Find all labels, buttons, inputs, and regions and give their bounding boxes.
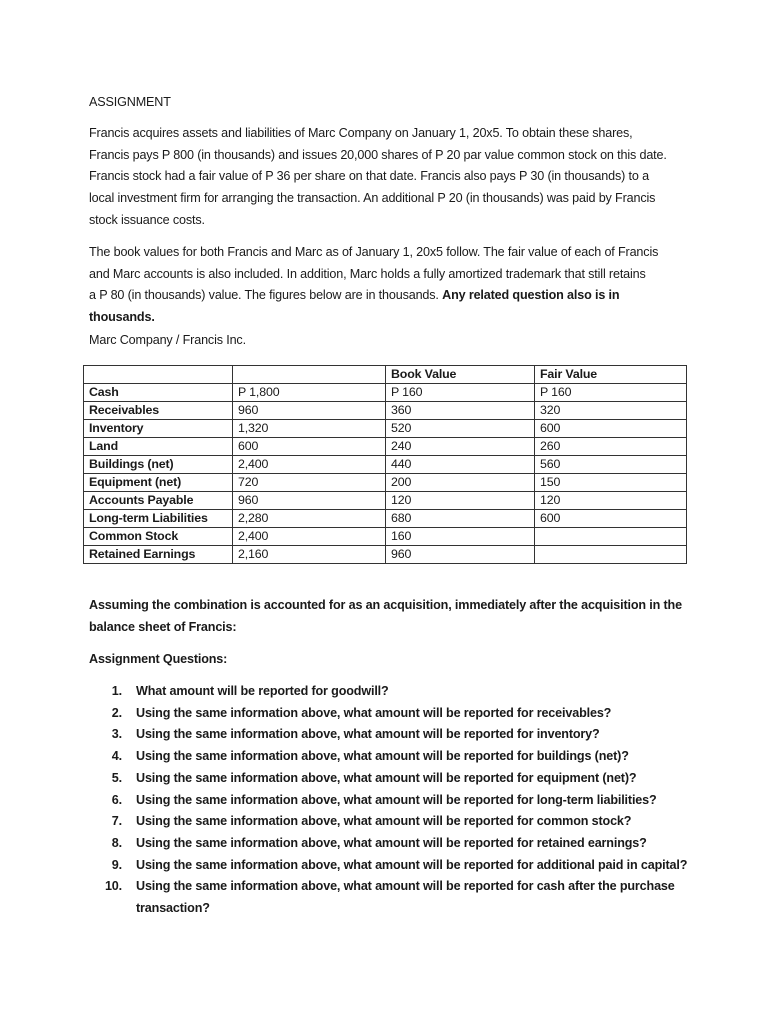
text-line xyxy=(89,285,658,307)
question-number: 5. xyxy=(111,770,122,785)
value-cell xyxy=(535,528,687,546)
table-row xyxy=(84,384,687,402)
value-cell: 720 xyxy=(233,474,386,492)
text-line: Francis pays P 800 (in thousands) and issues 20,000 shares of P 20 par value common stock on this date. xyxy=(89,147,667,162)
question-number: 9. xyxy=(111,857,122,872)
account-name-cell: Land xyxy=(84,438,233,456)
question-text: Using the same information above, what amount will be reported for retained earnings? xyxy=(136,835,647,850)
questions-list xyxy=(89,681,689,920)
question-item xyxy=(89,811,689,833)
value-cell: 960 xyxy=(233,402,386,420)
text-line: Francis stock had a fair value of P 36 per share on that date. Francis also pays P 30 (in thousands) to a xyxy=(89,169,649,184)
value-cell: 960 xyxy=(386,546,535,564)
account-name-cell: Cash xyxy=(84,384,233,402)
question-item xyxy=(89,833,689,855)
account-name-cell: Receivables xyxy=(84,402,233,420)
value-cell: 160 xyxy=(386,528,535,546)
text-line: Assuming the combination is accounted for as an acquisition, immediately after the acquisition in the xyxy=(89,598,682,612)
question-number: 1. xyxy=(111,684,122,698)
text-emphasis: Any related question also is in xyxy=(442,288,620,303)
question-text: Using the same information above, what amount will be reported for cash after the purchase transaction? xyxy=(136,879,675,916)
value-cell: 600 xyxy=(535,510,687,528)
value-cell: 200 xyxy=(386,474,535,492)
table-row xyxy=(84,546,687,564)
question-number: 4. xyxy=(111,749,122,764)
questions-heading: Assignment Questions: xyxy=(89,652,228,666)
value-cell: 2,280 xyxy=(233,510,386,528)
question-item xyxy=(89,681,689,703)
intro-paragraph xyxy=(89,123,667,231)
table-row xyxy=(84,510,687,528)
account-name-cell: Accounts Payable xyxy=(84,492,233,510)
text-line: The book values for both Francis and Marc as of January 1, 20x5 follow. The fair value of each of Francis xyxy=(89,245,659,259)
value-cell: 520 xyxy=(386,420,535,438)
header-cell: Fair Value xyxy=(535,366,687,384)
table-row xyxy=(84,438,687,456)
question-item xyxy=(89,790,689,812)
account-name-cell: Retained Earnings xyxy=(84,546,233,564)
value-cell: 120 xyxy=(386,492,535,510)
text-line: and Marc accounts is also included. In addition, Marc holds a fully amortized trademark that still retains xyxy=(89,266,646,281)
question-item xyxy=(89,703,689,725)
question-number: 3. xyxy=(111,727,122,742)
account-name-cell: Inventory xyxy=(84,420,233,438)
value-cell: 2,400 xyxy=(233,456,386,474)
question-text: What amount will be reported for goodwill? xyxy=(136,684,389,698)
value-cell: 260 xyxy=(535,438,687,456)
header-cell: Book Value xyxy=(386,366,535,384)
table-row xyxy=(84,402,687,420)
text-emphasis: thousands. xyxy=(89,310,155,325)
account-name-cell: Buildings (net) xyxy=(84,456,233,474)
question-text: Using the same information above, what amount will be reported for receivables? xyxy=(136,705,612,720)
value-cell: 2,160 xyxy=(233,546,386,564)
account-name-cell: Long-term Liabilities xyxy=(84,510,233,528)
table-row xyxy=(84,492,687,510)
question-number: 7. xyxy=(111,814,122,829)
value-cell: 1,320 xyxy=(233,420,386,438)
table-row xyxy=(84,456,687,474)
value-cell: 960 xyxy=(233,492,386,510)
value-cell: 360 xyxy=(386,402,535,420)
question-item xyxy=(89,768,689,790)
question-item xyxy=(89,876,689,919)
question-item xyxy=(89,724,689,746)
question-text: Using the same information above, what amount will be reported for common stock? xyxy=(136,814,632,829)
value-cell: 440 xyxy=(386,456,535,474)
question-number: 8. xyxy=(111,835,122,850)
table-caption: Marc Company / Francis Inc. xyxy=(89,333,246,347)
question-item xyxy=(89,746,689,768)
value-cell: 600 xyxy=(233,438,386,456)
value-cell: 600 xyxy=(535,420,687,438)
header-cell xyxy=(84,366,233,384)
book-values-paragraph xyxy=(89,242,658,329)
value-cell: 150 xyxy=(535,474,687,492)
account-name-cell: Common Stock xyxy=(84,528,233,546)
text-line: balance sheet of Francis: xyxy=(89,619,237,634)
balance-table xyxy=(83,365,687,564)
value-cell xyxy=(535,546,687,564)
value-cell: 2,400 xyxy=(233,528,386,546)
question-number: 6. xyxy=(111,792,122,807)
question-text: Using the same information above, what amount will be reported for additional paid in capital? xyxy=(136,857,688,872)
document-title: ASSIGNMENT xyxy=(89,95,171,109)
text-line: Francis acquires assets and liabilities of Marc Company on January 1, 20x5. To obtain these shares, xyxy=(89,126,633,140)
value-cell: 120 xyxy=(535,492,687,510)
question-text: Using the same information above, what amount will be reported for buildings (net)? xyxy=(136,749,629,764)
question-number: 10. xyxy=(104,879,122,894)
assumption-paragraph xyxy=(89,595,682,638)
table-header-row xyxy=(84,366,687,384)
value-cell: 240 xyxy=(386,438,535,456)
text-line: stock issuance costs. xyxy=(89,212,205,227)
value-cell: P 1,800 xyxy=(233,384,386,402)
question-number: 2. xyxy=(111,705,122,720)
question-text: Using the same information above, what amount will be reported for equipment (net)? xyxy=(136,770,637,785)
table-row xyxy=(84,420,687,438)
table-row xyxy=(84,474,687,492)
text-normal: a P 80 (in thousands) value. The figures below are in thousands. xyxy=(89,288,443,303)
question-item xyxy=(89,855,689,877)
header-cell xyxy=(233,366,386,384)
question-text: Using the same information above, what amount will be reported for long-term liabilities? xyxy=(136,792,657,807)
text-line: local investment firm for arranging the transaction. An additional P 20 (in thousands) was paid by Francis xyxy=(89,191,656,206)
value-cell: P 160 xyxy=(386,384,535,402)
question-text: Using the same information above, what amount will be reported for inventory? xyxy=(136,727,600,742)
value-cell: 560 xyxy=(535,456,687,474)
value-cell: 320 xyxy=(535,402,687,420)
value-cell: 680 xyxy=(386,510,535,528)
table-row xyxy=(84,528,687,546)
value-cell: P 160 xyxy=(535,384,687,402)
account-name-cell: Equipment (net) xyxy=(84,474,233,492)
